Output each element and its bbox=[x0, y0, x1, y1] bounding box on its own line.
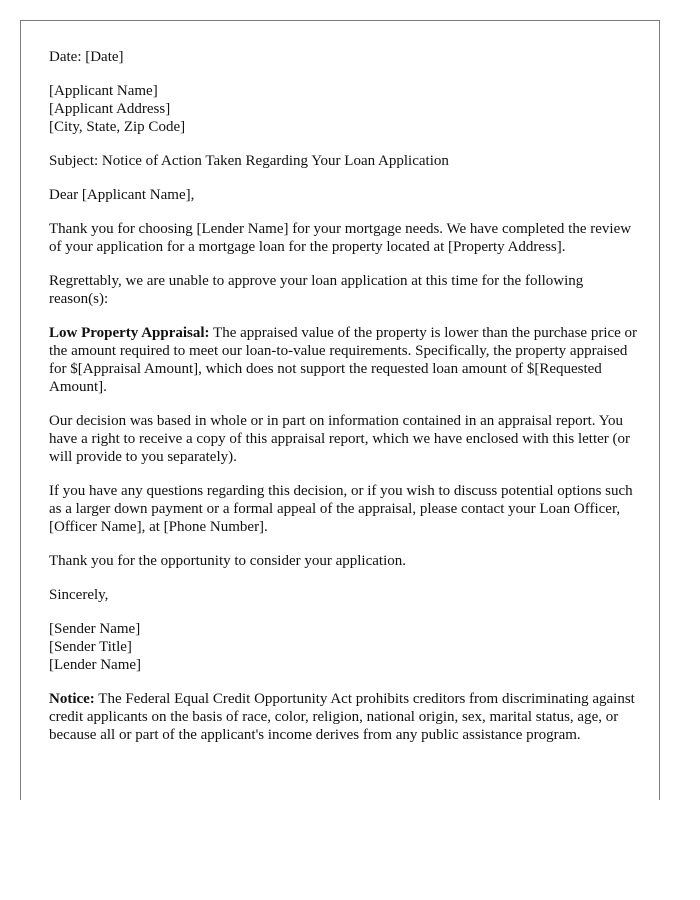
letter-subject: Subject: Notice of Action Taken Regarding Your Loan Application bbox=[49, 153, 449, 169]
reason-label: Low Property Appraisal: bbox=[49, 325, 210, 341]
sender-block bbox=[49, 620, 639, 674]
notice-paragraph bbox=[49, 690, 639, 744]
sender-lender: [Lender Name] bbox=[49, 657, 142, 673]
notice-text: The Federal Equal Credit Opportunity Act prohibits creditors from discriminating against credit applicants on the basis of race, color, religion, national origin, sex, marital status, age, or because all or part of the applicant's income derives from any public assistance program. bbox=[49, 691, 635, 743]
recipient-city-state-zip: [City, State, Zip Code] bbox=[49, 119, 186, 135]
paragraph-appraisal: Our decision was based in whole or in part on information contained in an appraisal report. You have a right to receive a copy of this appraisal report, which we have enclosed with this letter (or will provide to you separately). bbox=[49, 413, 631, 465]
letter-page bbox=[20, 20, 660, 800]
recipient-block bbox=[49, 82, 639, 136]
letter-salutation: Dear [Applicant Name], bbox=[49, 187, 195, 203]
sender-name: [Sender Name] bbox=[49, 621, 141, 637]
letter-body bbox=[49, 48, 639, 760]
reason-text: The appraised value of the property is lower than the purchase price or the amount required to meet our loan-to-value requirements. Specifically, the property appraised for $[Appraisal Amount], which does not support the requested loan amount of $[Requested Amount]. bbox=[49, 325, 638, 395]
recipient-address: [Applicant Address] bbox=[49, 101, 171, 117]
sender-title: [Sender Title] bbox=[49, 639, 132, 655]
letter-closing: Sincerely, bbox=[49, 587, 109, 603]
paragraph-thanks: Thank you for the opportunity to consider your application. bbox=[49, 553, 407, 569]
paragraph-questions: If you have any questions regarding this decision, or if you wish to discuss potential options such as a larger down payment or a formal appeal of the appraisal, please contact your Loan Officer, [Officer Name], at [Phone Number]. bbox=[49, 483, 633, 535]
reason-paragraph bbox=[49, 324, 639, 396]
notice-label: Notice: bbox=[49, 691, 95, 707]
recipient-name: [Applicant Name] bbox=[49, 83, 158, 99]
letter-date: Date: [Date] bbox=[49, 49, 124, 65]
paragraph-intro: Thank you for choosing [Lender Name] for your mortgage needs. We have completed the review of your application for a mortgage loan for the property located at [Property Address]. bbox=[49, 221, 632, 255]
paragraph-regret: Regrettably, we are unable to approve your loan application at this time for the following reason(s): bbox=[49, 273, 584, 307]
